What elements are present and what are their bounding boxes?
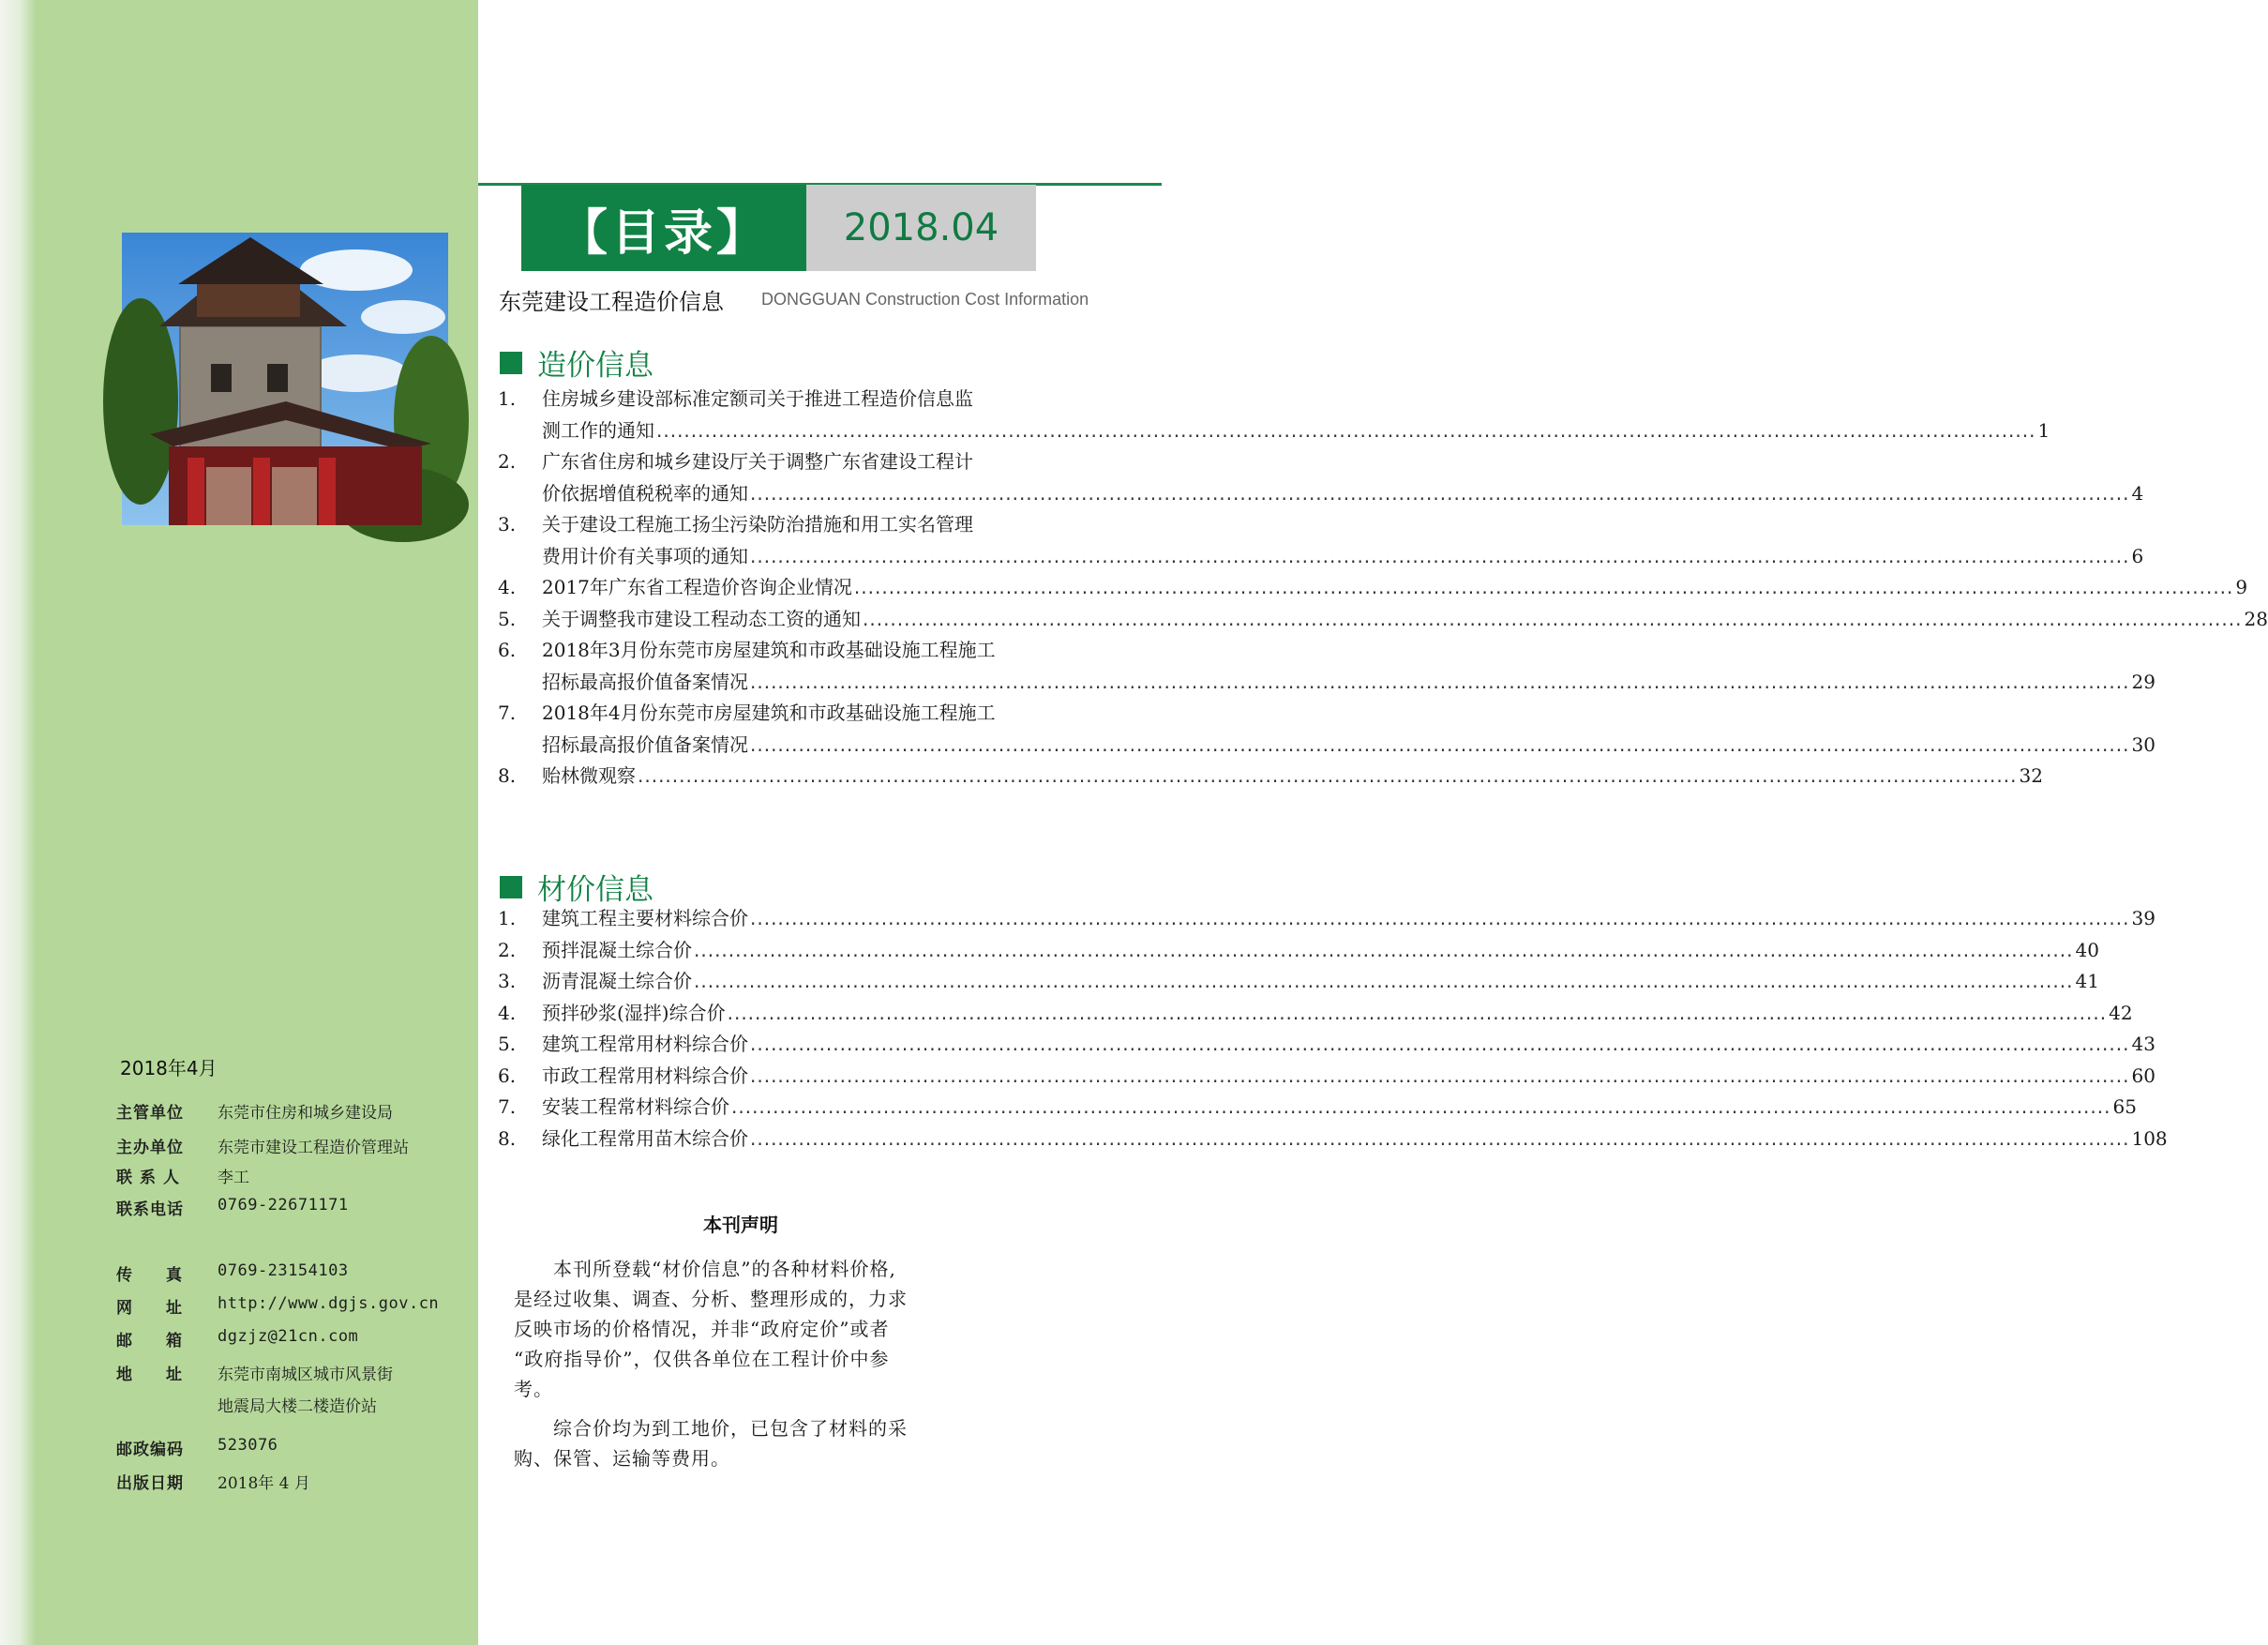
toc-item-number: 6. bbox=[498, 1064, 517, 1087]
toc-item[interactable] bbox=[498, 1030, 2155, 1058]
toc-item[interactable] bbox=[498, 385, 1070, 413]
section-heading-cost-info bbox=[500, 341, 653, 384]
toc-item[interactable] bbox=[498, 447, 1070, 475]
info-key: 邮政编码 bbox=[116, 1441, 184, 1459]
toc-item-number: 7. bbox=[498, 1095, 517, 1118]
toc-item[interactable] bbox=[498, 668, 2155, 696]
toc-item[interactable] bbox=[498, 936, 2099, 964]
toc-leader-dots: ........................................................................................................................................................................................................ bbox=[638, 764, 2018, 787]
toc-item-number: 1. bbox=[498, 387, 517, 410]
toc-item[interactable] bbox=[498, 762, 2043, 790]
toc-item-number: 2. bbox=[498, 450, 517, 473]
toc-item[interactable] bbox=[498, 636, 1070, 664]
toc-item-title: 贻林微观察 bbox=[542, 764, 636, 787]
statement-line: 本刊所登载“材价信息”的各种材料价格, bbox=[553, 1258, 896, 1280]
email-link[interactable]: dgzjz@21cn.com bbox=[218, 1327, 359, 1346]
toc-item-number: 4. bbox=[498, 576, 517, 598]
toc-item-number: 8. bbox=[498, 1126, 517, 1150]
toc-leader-dots: ........................................................................................................................................................................................................ bbox=[694, 938, 2074, 961]
toc-item-number: 6. bbox=[498, 639, 517, 661]
section-square-icon bbox=[500, 352, 522, 374]
toc-item[interactable] bbox=[498, 510, 1070, 538]
toc-leader-dots: ........................................................................................................................................................................................................ bbox=[853, 576, 2234, 598]
toc-item[interactable] bbox=[498, 416, 2050, 445]
statement-line: 考。 bbox=[514, 1378, 553, 1400]
toc-item[interactable] bbox=[498, 904, 2155, 932]
statement-line: 反映市场的价格情况，并非“政府定价”或者 bbox=[514, 1318, 890, 1340]
magazine-title-cn: 东莞建设工程造价信息 bbox=[499, 289, 724, 315]
toc-item-title: 招标最高报价值备案情况 bbox=[542, 670, 748, 693]
info-value: 东莞市建设工程造价管理站 bbox=[218, 1139, 409, 1157]
toc-item-page: 6 bbox=[2131, 544, 2144, 567]
statement-line: 综合价均为到工地价，已包含了材料的采 bbox=[553, 1417, 908, 1440]
toc-leader-dots: ........................................................................................................................................................................................................ bbox=[750, 481, 2130, 505]
toc-item-number: 4. bbox=[498, 1001, 517, 1024]
toc-item-page: 4 bbox=[2131, 481, 2144, 505]
toc-item-title: 关于建设工程施工扬尘污染防治措施和用工实名管理 bbox=[542, 513, 973, 536]
section-square-icon bbox=[500, 876, 522, 898]
toc-leader-dots: ........................................................................................................................................................................................................ bbox=[694, 970, 2074, 992]
section-heading-material-price bbox=[500, 866, 653, 908]
info-key: 主管单位 bbox=[116, 1104, 184, 1123]
cover-photo bbox=[122, 233, 448, 525]
toc-item-title: 市政工程常用材料综合价 bbox=[542, 1064, 748, 1087]
info-key: 邮箱 bbox=[116, 1332, 216, 1351]
toc-item-title: 2018年4月份东莞市房屋建筑和市政基础设施工程施工 bbox=[542, 702, 996, 724]
info-value: 东莞市南城区城市风景街 bbox=[218, 1366, 393, 1384]
toc-item-title: 绿化工程常用苗木综合价 bbox=[542, 1126, 748, 1150]
toc-title-box: 【目录】 bbox=[521, 185, 806, 271]
toc-item-number: 1. bbox=[498, 907, 517, 929]
toc-item-title: 沥青混凝土综合价 bbox=[542, 970, 692, 992]
toc-leader-dots: ........................................................................................................................................................................................................ bbox=[731, 1095, 2111, 1118]
toc-item-page: 32 bbox=[2019, 764, 2043, 787]
magazine-title-en: DONGGUAN Construction Cost Information bbox=[761, 290, 1089, 309]
toc-item[interactable] bbox=[498, 573, 2248, 601]
toc-item-page: 60 bbox=[2131, 1064, 2155, 1087]
info-value: 523076 bbox=[218, 1436, 278, 1455]
toc-leader-dots: ........................................................................................................................................................................................................ bbox=[750, 1033, 2130, 1055]
toc-item[interactable] bbox=[498, 1093, 2137, 1121]
toc-item-page: 30 bbox=[2131, 732, 2155, 756]
toc-item-title: 2018年3月份东莞市房屋建筑和市政基础设施工程施工 bbox=[542, 639, 996, 661]
info-key: 联系人 bbox=[116, 1169, 187, 1187]
toc-leader-dots: ........................................................................................................................................................................................................ bbox=[750, 1064, 2130, 1087]
pagoda-tower-image bbox=[122, 233, 448, 525]
info-key: 主办单位 bbox=[116, 1139, 184, 1157]
section-title: 造价信息 bbox=[537, 349, 653, 383]
toc-leader-dots: ........................................................................................................................................................................................................ bbox=[750, 544, 2130, 567]
toc-item[interactable] bbox=[498, 479, 2144, 507]
toc-item-number: 5. bbox=[498, 607, 517, 630]
toc-item-number: 3. bbox=[498, 513, 517, 536]
info-value: 东莞市住房和城乡建设局 bbox=[218, 1104, 393, 1123]
info-key: 出版日期 bbox=[116, 1474, 184, 1493]
toc-item[interactable] bbox=[498, 699, 1070, 727]
info-value: 2018年 4 月 bbox=[218, 1474, 310, 1493]
toc-leader-dots: ........................................................................................................................................................................................................ bbox=[750, 670, 2130, 693]
toc-item-page: 65 bbox=[2112, 1095, 2137, 1118]
info-key: 联系电话 bbox=[116, 1200, 184, 1219]
toc-item-number: 7. bbox=[498, 702, 517, 724]
toc-item[interactable] bbox=[498, 967, 2099, 995]
toc-item-title: 住房城乡建设部标准定额司关于推进工程造价信息监 bbox=[542, 387, 973, 410]
toc-item[interactable] bbox=[498, 605, 2268, 633]
statement-title: 本刊声明 bbox=[703, 1214, 778, 1236]
toc-item-page: 108 bbox=[2131, 1126, 2168, 1150]
website-link[interactable]: http://www.dgjs.gov.cn bbox=[218, 1294, 440, 1313]
toc-item-number: 2. bbox=[498, 938, 517, 961]
issue-date-box: 2018.04 bbox=[806, 185, 1036, 271]
toc-item-title: 招标最高报价值备案情况 bbox=[542, 732, 748, 756]
toc-item-page: 43 bbox=[2131, 1033, 2155, 1055]
publication-date: 2018年4月 bbox=[120, 1057, 218, 1079]
toc-leader-dots: ........................................................................................................................................................................................................ bbox=[656, 418, 2036, 442]
toc-item-title: 价依据增值税税率的通知 bbox=[542, 481, 748, 505]
toc-item-title: 测工作的通知 bbox=[542, 418, 654, 442]
toc-leader-dots: ........................................................................................................................................................................................................ bbox=[727, 1001, 2108, 1024]
toc-item[interactable] bbox=[498, 542, 2144, 570]
toc-item-page: 9 bbox=[2235, 576, 2248, 598]
info-value: 0769-23154103 bbox=[218, 1261, 349, 1280]
info-value: 李工 bbox=[218, 1169, 249, 1187]
toc-item[interactable] bbox=[498, 999, 2133, 1027]
toc-item-number: 3. bbox=[498, 970, 517, 992]
info-key: 网址 bbox=[116, 1299, 216, 1318]
toc-item-page: 1 bbox=[2037, 418, 2050, 442]
toc-item-page: 41 bbox=[2075, 970, 2099, 992]
toc-item[interactable] bbox=[498, 1062, 2155, 1090]
toc-item-title: 建筑工程常用材料综合价 bbox=[542, 1033, 748, 1055]
toc-item-page: 42 bbox=[2109, 1001, 2133, 1024]
toc-leader-dots: ........................................................................................................................................................................................................ bbox=[750, 907, 2130, 929]
section-title: 材价信息 bbox=[537, 873, 653, 907]
statement-line: 是经过收集、调查、分析、整理形成的，力求 bbox=[514, 1288, 908, 1310]
toc-item-page: 29 bbox=[2131, 670, 2155, 693]
toc-item-number: 8. bbox=[498, 764, 517, 787]
info-value: 0769-22671171 bbox=[218, 1196, 349, 1215]
info-value: 地震局大楼二楼造价站 bbox=[218, 1397, 377, 1416]
torn-edge bbox=[0, 0, 36, 1645]
toc-item-title: 关于调整我市建设工程动态工资的通知 bbox=[542, 607, 861, 630]
toc-item-number: 5. bbox=[498, 1033, 517, 1055]
toc-leader-dots: ........................................................................................................................................................................................................ bbox=[750, 732, 2130, 756]
toc-item-page: 28 bbox=[2244, 607, 2268, 630]
statement-line: 购、保管、运输等费用。 bbox=[514, 1447, 730, 1470]
toc-item-page: 40 bbox=[2075, 938, 2099, 961]
toc-item-title: 2017年广东省工程造价咨询企业情况 bbox=[542, 576, 852, 598]
toc-item-title: 安装工程常材料综合价 bbox=[542, 1095, 729, 1118]
toc-item[interactable] bbox=[498, 1124, 2168, 1153]
toc-item-title: 建筑工程主要材料综合价 bbox=[542, 907, 748, 929]
info-key: 地址 bbox=[116, 1366, 216, 1384]
toc-leader-dots: ........................................................................................................................................................................................................ bbox=[863, 607, 2243, 630]
toc-item-page: 39 bbox=[2131, 907, 2155, 929]
toc-leader-dots: ........................................................................................................................................................................................................ bbox=[750, 1126, 2130, 1150]
info-key: 传真 bbox=[116, 1266, 216, 1285]
toc-item[interactable] bbox=[498, 731, 2155, 759]
toc-item-title: 广东省住房和城乡建设厅关于调整广东省建设工程计 bbox=[542, 450, 973, 473]
toc-item-title: 预拌砂浆(湿拌)综合价 bbox=[542, 1001, 726, 1024]
statement-line: “政府指导价”，仅供各单位在工程计价中参 bbox=[514, 1348, 890, 1370]
toc-item-title: 预拌混凝土综合价 bbox=[542, 938, 692, 961]
toc-item-title: 费用计价有关事项的通知 bbox=[542, 544, 748, 567]
